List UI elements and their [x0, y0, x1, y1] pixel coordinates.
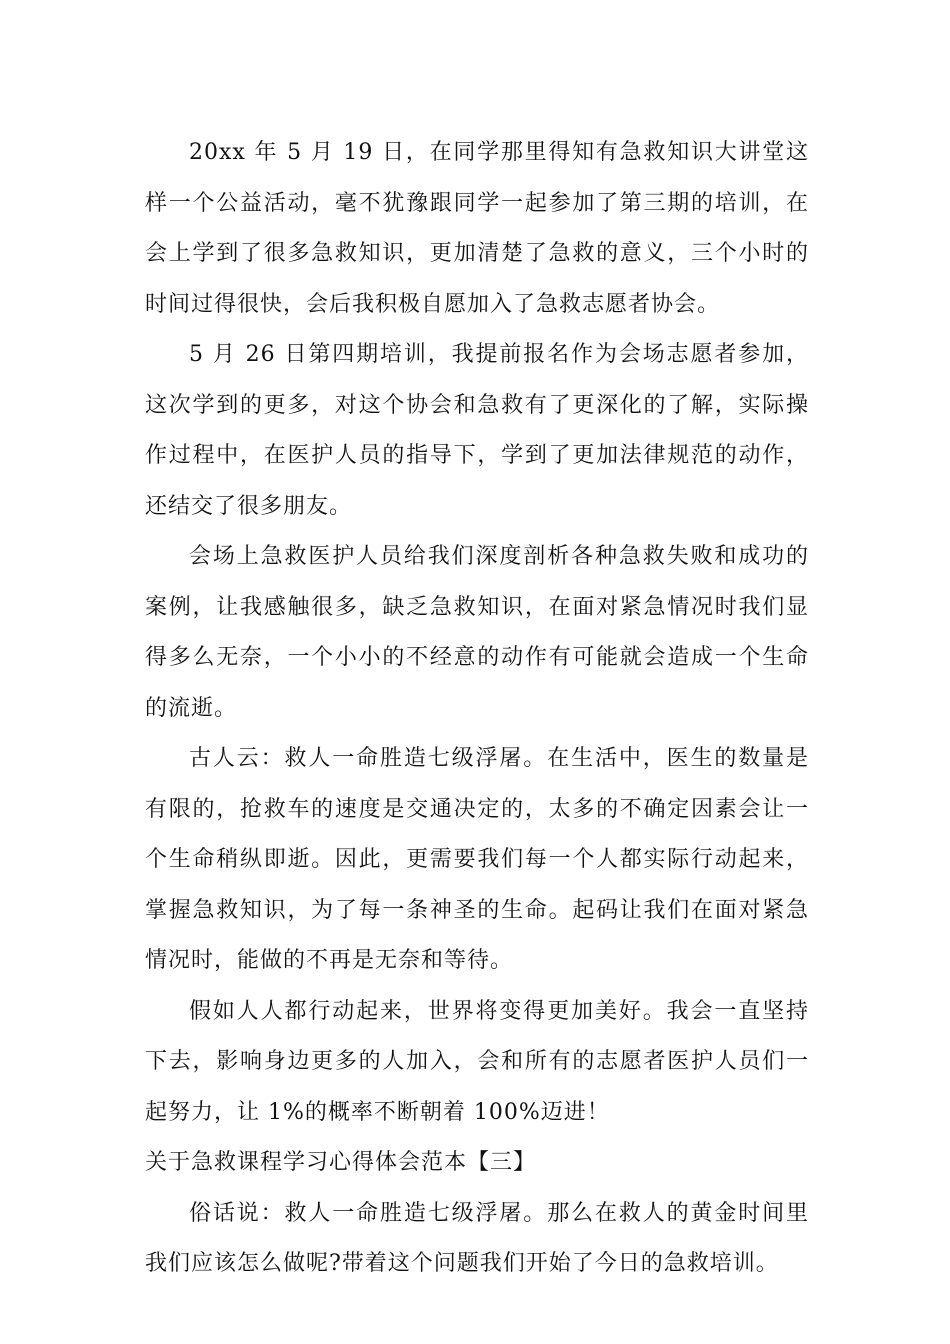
paragraph-1: 20xx 年 5 月 19 日，在同学那里得知有急救知识大讲堂这样一个公益活动，毫不犹豫跟同学一起参加了第三期的培训，在会上学到了很多急救知识，更加清楚了急救的意义，三个小时的时间过得很快，会后我积极自愿加入了急救志愿者协会。 — [145, 140, 809, 317]
document-body — [145, 128, 809, 1290]
paragraph-3: 会场上急救医护人员给我们深度剖析各种急救失败和成功的案例，让我感触很多，缺乏急救知识，在面对紧急情况时我们显得多么无奈，一个小小的不经意的动作有可能就会造成一个生命的流逝。 — [145, 544, 809, 721]
section-heading: 关于急救课程学习心得体会范本【三】 — [145, 1150, 537, 1175]
paragraph-2: 5 月 26 日第四期培训，我提前报名作为会场志愿者参加，这次学到的更多，对这个协会和急救有了更深化的了解，实际操作过程中，在医护人员的指导下，学到了更加法律规范的动作，还结交了很多朋友。 — [145, 342, 809, 519]
paragraph-4: 古人云：救人一命胜造七级浮屠。在生活中，医生的数量是有限的，抢救车的速度是交通决定的，太多的不确定因素会让一个生命稍纵即逝。因此，更需要我们每一个人都实际行动起来，掌握急救知识，为了每一条神圣的生命。起码让我们在面对紧急情况时，能做的不再是无奈和等待。 — [145, 746, 809, 973]
section-paragraph-1: 俗话说：救人一命胜造七级浮屠。那么在救人的黄金时间里我们应该怎么做呢?带着这个问题我们开始了今日的急救培训。 — [145, 1200, 809, 1276]
paragraph-5: 假如人人都行动起来，世界将变得更加美好。我会一直坚持下去，影响身边更多的人加入，会和所有的志愿者医护人员们一起努力，让 1%的概率不断朝着 100%迈进！ — [145, 998, 809, 1125]
